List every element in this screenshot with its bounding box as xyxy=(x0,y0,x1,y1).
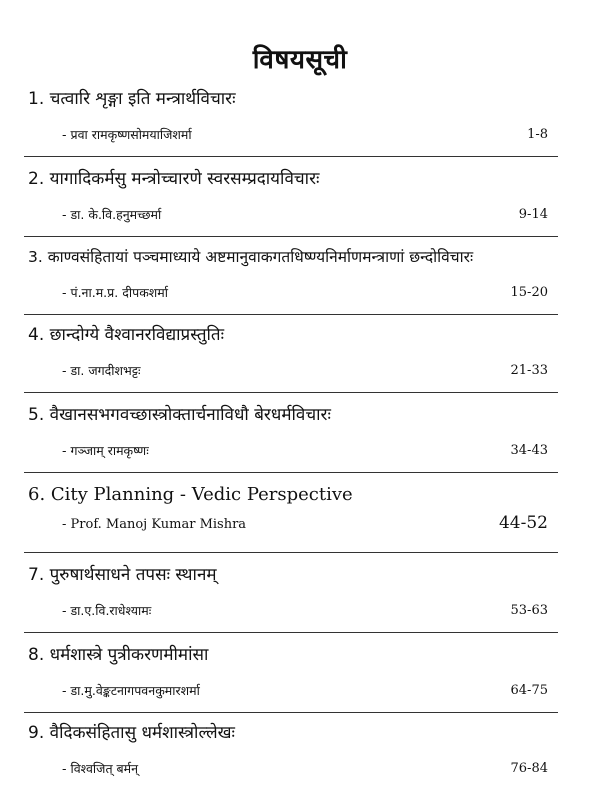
divider xyxy=(24,236,558,237)
entry-title: 2. यागादिकर्मसु मन्त्रोच्चारणे स्वरसम्प्रदायविचारः xyxy=(28,169,320,189)
entry-author: - प्रवा रामकृष्णसोमयाजिशर्मा xyxy=(62,127,192,142)
divider xyxy=(24,552,558,553)
entry-pages: 64-75 xyxy=(510,683,548,698)
entry-author: - डा.मु.वेङ्कटनागपवनकुमारशर्मा xyxy=(62,683,200,698)
entry-author: - पं.ना.म.प्र. दीपकशर्मा xyxy=(62,285,169,300)
page-title: विषयसूची xyxy=(252,45,348,75)
divider xyxy=(24,472,558,473)
entry-title: 6. City Planning - Vedic Perspective xyxy=(28,484,353,505)
entry-title: 8. धर्मशास्त्रे पुत्रीकरणमीमांसा xyxy=(28,645,209,665)
divider xyxy=(24,156,558,157)
entry-pages: 76-84 xyxy=(510,761,548,776)
entry-title: 1. चत्वारि शृङ्गा इति मन्त्रार्थविचारः xyxy=(28,89,236,109)
entry-author: - गञ्जाम् रामकृष्णः xyxy=(62,443,149,458)
entry-title: 3. काण्वसंहितायां पञ्चमाध्याये अष्टमानुवाकगतधिष्ण्यनिर्माणमन्त्राणां छन्दोविचारः xyxy=(28,248,474,266)
entry-title: 7. पुरुषार्थसाधने तपसः स्थानम् xyxy=(28,565,217,585)
entry-author: - डा. जगदीशभट्टः xyxy=(62,363,141,378)
entry-pages: 15-20 xyxy=(510,285,548,300)
divider xyxy=(24,392,558,393)
divider xyxy=(24,712,558,713)
entry-pages: 21-33 xyxy=(510,363,548,378)
entry-pages: 34-43 xyxy=(510,443,548,458)
divider xyxy=(24,632,558,633)
entry-author: - डा.ए.वि.राधेश्यामः xyxy=(62,603,152,618)
entry-author: - डा. के.वि.हनुमच्छर्मा xyxy=(62,207,162,222)
entry-pages: 9-14 xyxy=(518,207,548,222)
entry-title: 9. वैदिकसंहितासु धर्मशास्त्रोल्लेखः xyxy=(28,723,235,743)
entry-title: 5. वैखानसभगवच्छास्त्रोक्तार्चनाविधौ बेरधर्मविचारः xyxy=(28,405,331,425)
entry-pages: 1-8 xyxy=(527,127,548,142)
entry-pages: 53-63 xyxy=(510,603,548,618)
entry-author: - Prof. Manoj Kumar Mishra xyxy=(62,517,247,532)
entry-author: - विश्वजित् बर्मन् xyxy=(62,761,139,776)
divider xyxy=(24,314,558,315)
entry-title: 4. छान्दोग्ये वैश्वानरविद्याप्रस्तुतिः xyxy=(28,325,225,345)
entry-pages: 44-52 xyxy=(498,513,548,533)
